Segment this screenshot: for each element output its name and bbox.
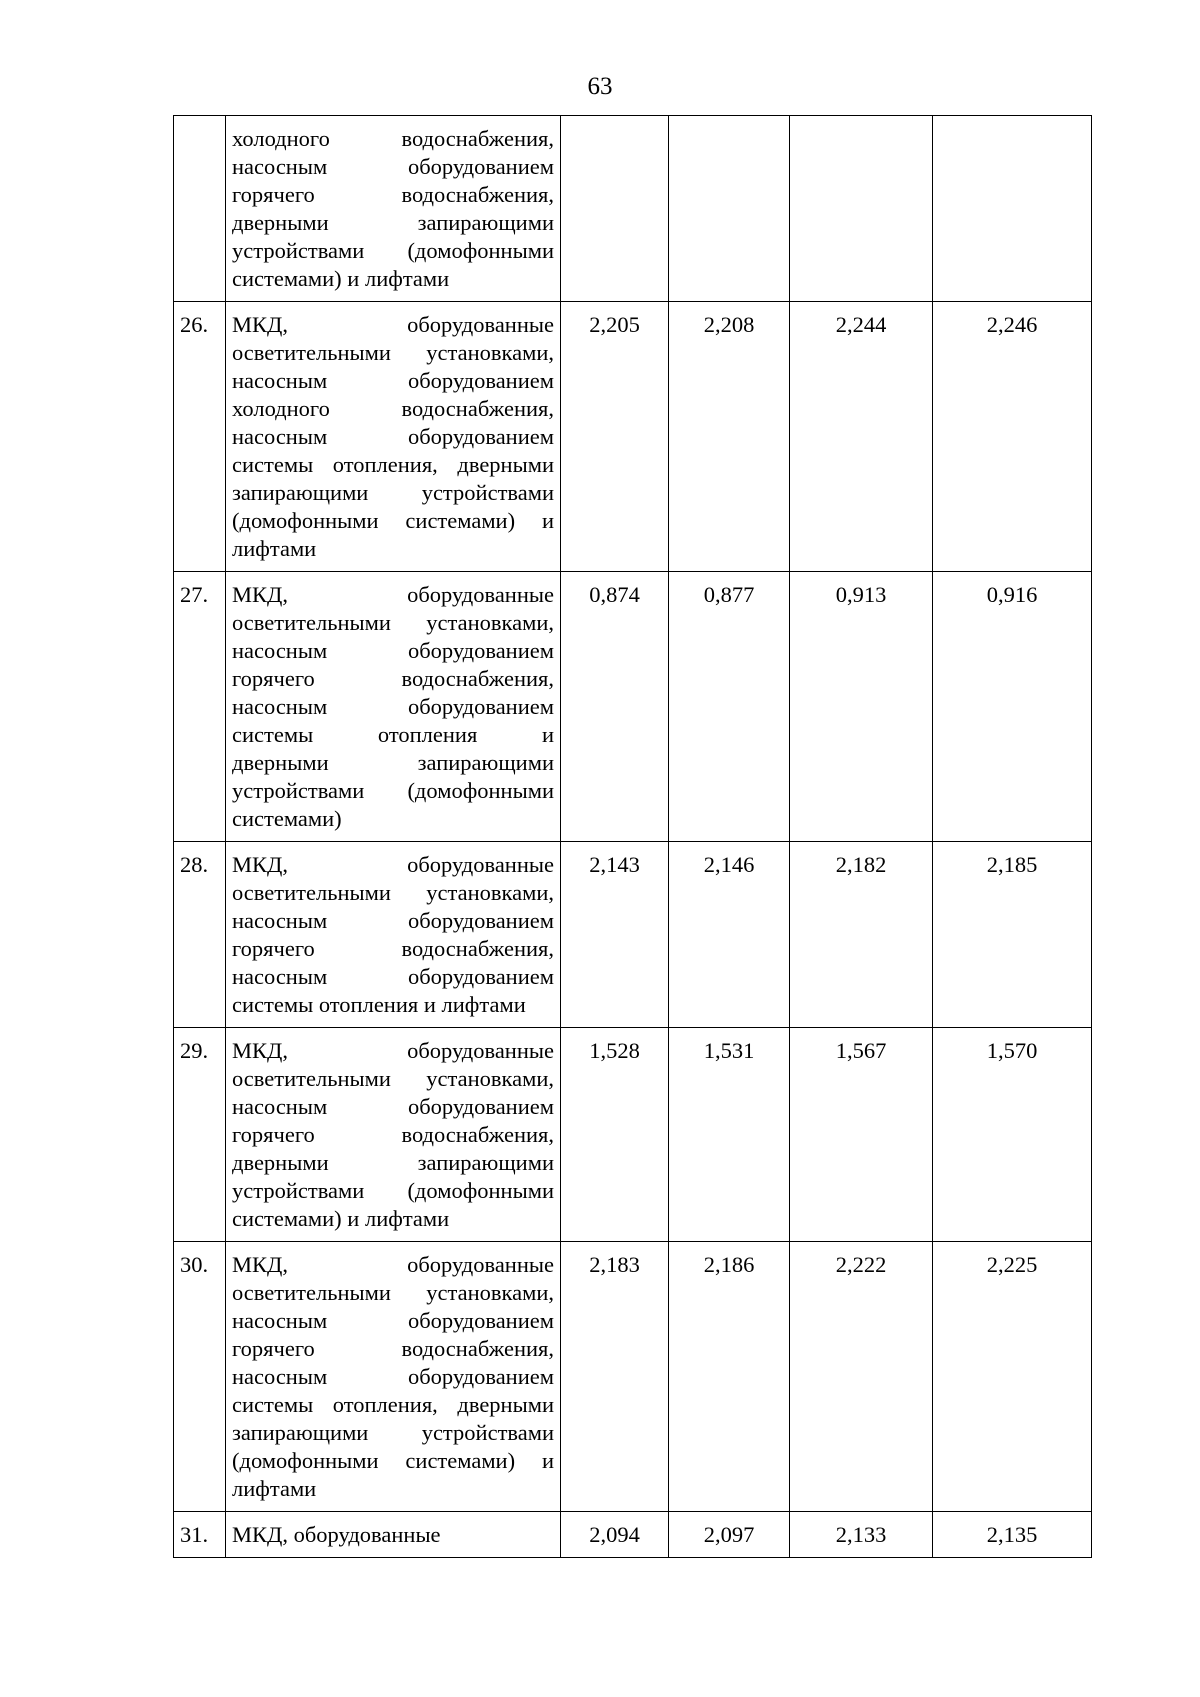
description-line: холодного водоснабжения, [232,396,554,421]
norm-value-col-3: 2,182 [790,842,933,1028]
description-line: системы отопления, дверными [232,1392,554,1417]
norm-value-col-2: 2,208 [669,302,790,572]
row-number: 30. [174,1242,226,1512]
consumption-norms-table [173,115,1092,1558]
description-line: МКД, оборудованные [232,312,554,337]
norm-value-col-4: 2,185 [933,842,1092,1028]
description-line: системы отопления и лифтами [232,992,526,1017]
description-line: дверными запирающими [232,1150,554,1175]
description-line: насосным оборудованием [232,368,554,393]
description-line: запирающими устройствами [232,480,554,505]
description-line: устройствами (домофонными [232,778,554,803]
norm-value-col-2: 2,146 [669,842,790,1028]
description-line: насосным оборудованием [232,694,554,719]
norm-value-col-3 [790,116,933,302]
norm-value-col-3: 2,133 [790,1512,933,1558]
description-line: МКД, оборудованные [232,1038,554,1063]
norm-value-col-4: 2,246 [933,302,1092,572]
description-line: осветительными установками, [232,1280,554,1305]
table-row [174,302,1092,572]
description-line: системами) и лифтами [232,1206,450,1231]
description-line: устройствами (домофонными [232,1178,554,1203]
table-row [174,572,1092,842]
building-description [226,572,561,842]
row-number [174,116,226,302]
norm-value-col-1 [561,116,669,302]
description-line: МКД, оборудованные [232,1522,441,1547]
building-description [226,302,561,572]
norm-value-col-3: 1,567 [790,1028,933,1242]
norm-value-col-1: 2,205 [561,302,669,572]
norm-value-col-4: 2,225 [933,1242,1092,1512]
table-row [174,116,1092,302]
description-line: системами) [232,806,342,831]
description-line: системы отопления, дверными [232,452,554,477]
norm-value-col-4: 1,570 [933,1028,1092,1242]
description-line: горячего водоснабжения, [232,1336,554,1361]
description-line: МКД, оборудованные [232,852,554,877]
norm-value-col-2: 2,186 [669,1242,790,1512]
norm-value-col-4: 0,916 [933,572,1092,842]
norm-value-col-3: 2,244 [790,302,933,572]
norm-value-col-1: 2,094 [561,1512,669,1558]
description-line: насосным оборудованием [232,1094,554,1119]
description-line: осветительными установками, [232,340,554,365]
building-description [226,842,561,1028]
description-line: насосным оборудованием [232,424,554,449]
row-number: 28. [174,842,226,1028]
norm-value-col-1: 2,183 [561,1242,669,1512]
description-line: системы отопления и [232,722,554,747]
description-line: дверными запирающими [232,210,554,235]
table-row [174,1512,1092,1558]
building-description [226,116,561,302]
description-line: лифтами [232,536,317,561]
description-line: холодного водоснабжения, [232,126,554,151]
norm-value-col-2: 2,097 [669,1512,790,1558]
description-line: насосным оборудованием [232,154,554,179]
description-line: осветительными установками, [232,1066,554,1091]
description-line: (домофонными системами) и [232,508,554,533]
description-line: (домофонными системами) и [232,1448,554,1473]
description-line: насосным оборудованием [232,964,554,989]
description-line: осветительными установками, [232,610,554,635]
table-row [174,1028,1092,1242]
description-line: устройствами (домофонными [232,238,554,263]
description-line: МКД, оборудованные [232,582,554,607]
description-line: запирающими устройствами [232,1420,554,1445]
norm-value-col-3: 2,222 [790,1242,933,1512]
norm-value-col-1: 1,528 [561,1028,669,1242]
table-row [174,842,1092,1028]
description-line: горячего водоснабжения, [232,182,554,207]
building-description [226,1512,561,1558]
description-line: дверными запирающими [232,750,554,775]
description-line: МКД, оборудованные [232,1252,554,1277]
description-line: системами) и лифтами [232,266,450,291]
row-number: 29. [174,1028,226,1242]
norm-value-col-1: 2,143 [561,842,669,1028]
building-description [226,1242,561,1512]
norm-value-col-2: 0,877 [669,572,790,842]
row-number: 26. [174,302,226,572]
norm-value-col-1: 0,874 [561,572,669,842]
description-line: горячего водоснабжения, [232,1122,554,1147]
description-line: насосным оборудованием [232,638,554,663]
norm-value-col-4: 2,135 [933,1512,1092,1558]
description-line: осветительными установками, [232,880,554,905]
description-line: горячего водоснабжения, [232,936,554,961]
description-line: лифтами [232,1476,317,1501]
norm-value-col-3: 0,913 [790,572,933,842]
table-body [174,116,1092,1558]
building-description [226,1028,561,1242]
row-number: 31. [174,1512,226,1558]
row-number: 27. [174,572,226,842]
page-number: 63 [587,73,613,100]
norm-value-col-4 [933,116,1092,302]
norm-value-col-2 [669,116,790,302]
description-line: насосным оборудованием [232,908,554,933]
description-line: горячего водоснабжения, [232,666,554,691]
table-row [174,1242,1092,1512]
norm-value-col-2: 1,531 [669,1028,790,1242]
description-line: насосным оборудованием [232,1308,554,1333]
description-line: насосным оборудованием [232,1364,554,1389]
